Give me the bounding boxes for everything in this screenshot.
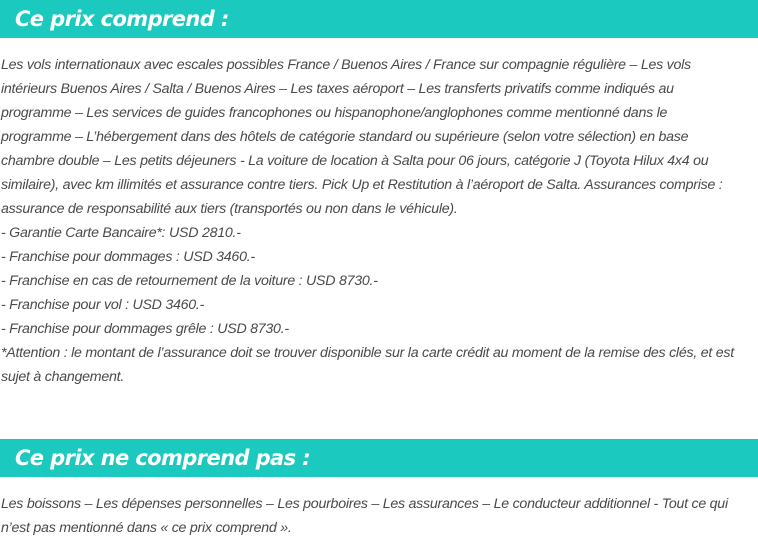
includes-paragraph-line: similaire), avec km illimités et assurance contre tiers. Pick Up et Restitution à l’aéroport de Salta. Assurances comprise : <box>1 177 723 193</box>
includes-paragraph-line: Les vols internationaux avec escales possibles France / Buenos Aires / France sur compagnie régulière – Les vols <box>1 57 691 73</box>
excludes-title: Ce prix ne comprend pas : <box>15 446 311 470</box>
includes-content <box>1 53 757 389</box>
franchise-rollover: - Franchise en cas de retournement de la voiture : USD 8730.- <box>1 273 378 289</box>
includes-paragraph-line: programme – Les services de guides francophones ou hispanophone/anglophones comme mentionné dans le <box>1 105 668 121</box>
franchise-hail: - Franchise pour dommages grêle : USD 8730.- <box>1 321 289 337</box>
guarantee-credit-card: - Garantie Carte Bancaire*: USD 2810.- <box>1 225 241 241</box>
includes-paragraph-line: programme – L’hébergement dans des hôtels de catégorie standard ou supérieure (selon votre sélection) en base <box>1 129 689 145</box>
guarantee-list <box>1 221 757 341</box>
attention-note <box>1 341 757 389</box>
includes-paragraph <box>1 53 757 221</box>
excludes-paragraph <box>1 492 757 540</box>
attention-note-line: sujet à changement. <box>1 369 125 385</box>
includes-paragraph-line: chambre double – Les petits déjeuners - La voiture de location à Salta pour 06 jours, catégorie J (Toyota Hilux 4x4 ou <box>1 153 709 169</box>
includes-paragraph-line: assurance de responsabilité aux tiers (transportés ou non dans le véhicule). <box>1 201 458 217</box>
excludes-paragraph-line: n’est pas mentionné dans « ce prix comprend ». <box>1 520 292 536</box>
excludes-content <box>1 492 757 540</box>
excludes-paragraph-line: Les boissons – Les dépenses personnelles – Les pourboires – Les assurances – Le conducteur additionnel - Tout ce qui <box>1 496 728 512</box>
includes-header <box>0 0 758 38</box>
excludes-header <box>0 439 758 477</box>
franchise-theft: - Franchise pour vol : USD 3460.- <box>1 297 205 313</box>
franchise-damage: - Franchise pour dommages : USD 3460.- <box>1 249 255 265</box>
includes-paragraph-line: intérieurs Buenos Aires / Salta / Buenos Aires – Les taxes aéroport – Les transferts privatifs comme indiqués au <box>1 81 674 97</box>
attention-note-line: *Attention : le montant de l’assurance doit se trouver disponible sur la carte crédit au moment de la remise des clés, et est <box>1 345 734 361</box>
includes-title: Ce prix comprend : <box>15 7 229 31</box>
